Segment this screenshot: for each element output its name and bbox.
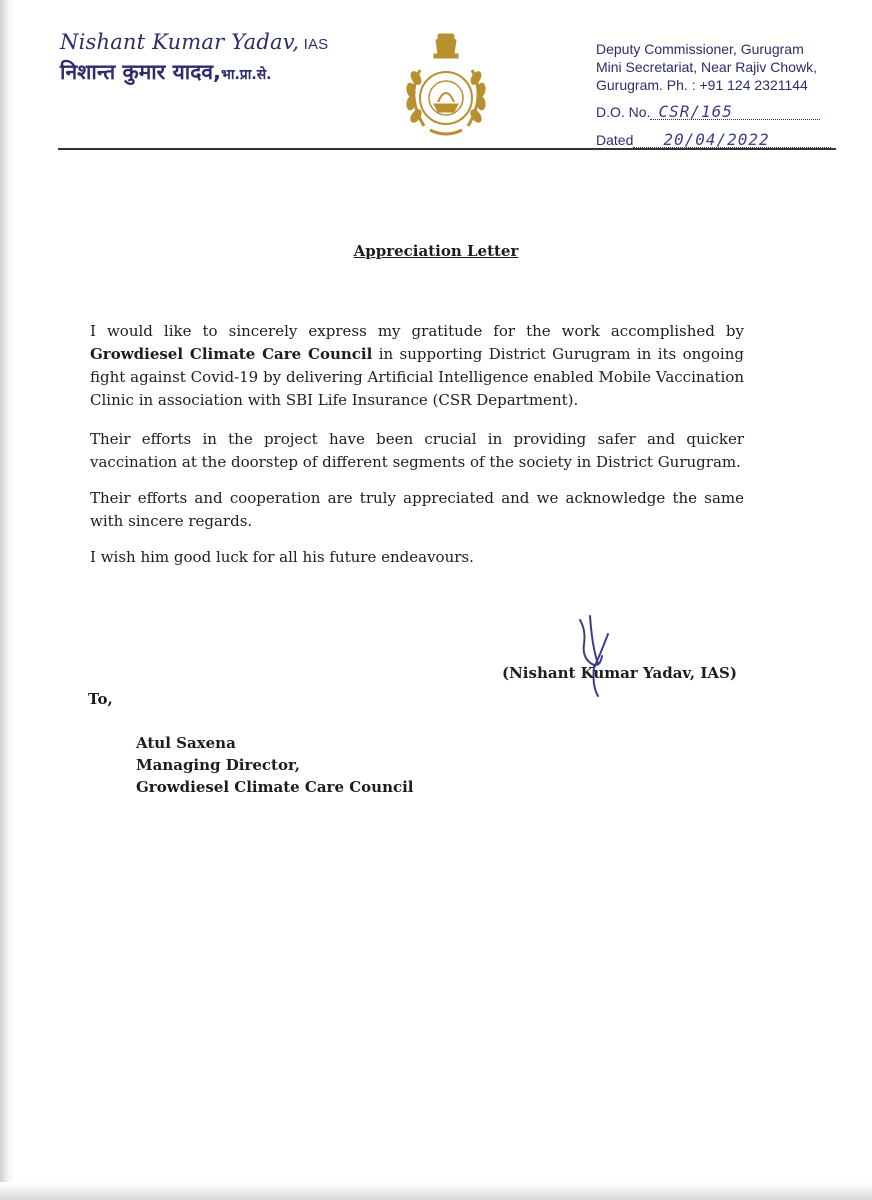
signature-icon [568,612,638,702]
addressee-name: Atul Saxena [136,734,236,752]
addressee-block [136,732,414,798]
officer-name-english: Nishant Kumar Yadav, IAS [60,30,329,54]
do-number-label: D.O. No. [596,104,651,120]
page-edge-shadow-bottom [0,1182,872,1200]
addressee-organization: Growdiesel Climate Care Council [136,778,414,796]
date-label: Dated [596,132,634,148]
office-line-1: Deputy Commissioner, Gurugram [596,41,804,57]
office-line-2: Mini Secretariat, Near Rajiv Chowk, [596,59,817,75]
letterhead-name-block [60,30,328,86]
signatory-name: (Nishant Kumar Yadav, IAS) [502,664,737,682]
officer-name-hindi: निशान्त कुमार यादव,भा.प्रा.से. [60,60,272,84]
haryana-emblem-icon [400,30,492,140]
office-line-3: Gurugram. Ph. : +91 124 2321144 [596,77,808,93]
do-number-value: CSR/165 [658,102,733,121]
page-edge-shadow [0,0,14,1200]
to-label: To, [88,690,113,708]
body-paragraph-2: Their efforts in the project have been crucial in providing safer and quicker vaccination at the doorstep of different segments of the society in District Gurugram. [90,430,744,471]
office-address [596,40,817,94]
date-value: 20/04/2022 [663,130,770,149]
addressee-title: Managing Director, [136,756,301,774]
body-paragraph-3: Their efforts and cooperation are truly appreciated and we acknowledge the same with sincere regards. [90,489,744,530]
organization-name: Growdiesel Climate Care Council [90,345,373,363]
body-paragraph-4: I wish him good luck for all his future endeavours. [90,548,474,566]
letter-subject: Appreciation Letter [353,242,519,260]
date-line [596,132,831,148]
do-number-line [596,104,820,120]
letterhead-divider [58,148,836,150]
body-paragraph-1: I would like to sincerely express my gratitude for the work accomplished by Growdiesel Climate Care Council in supporting District Gurugram in its ongoing fight against Covid-19 by delivering Artificial Intelligence enabled Mobile Vaccination Clinic in association with SBI Life Insurance (CSR Department). [90,322,744,409]
